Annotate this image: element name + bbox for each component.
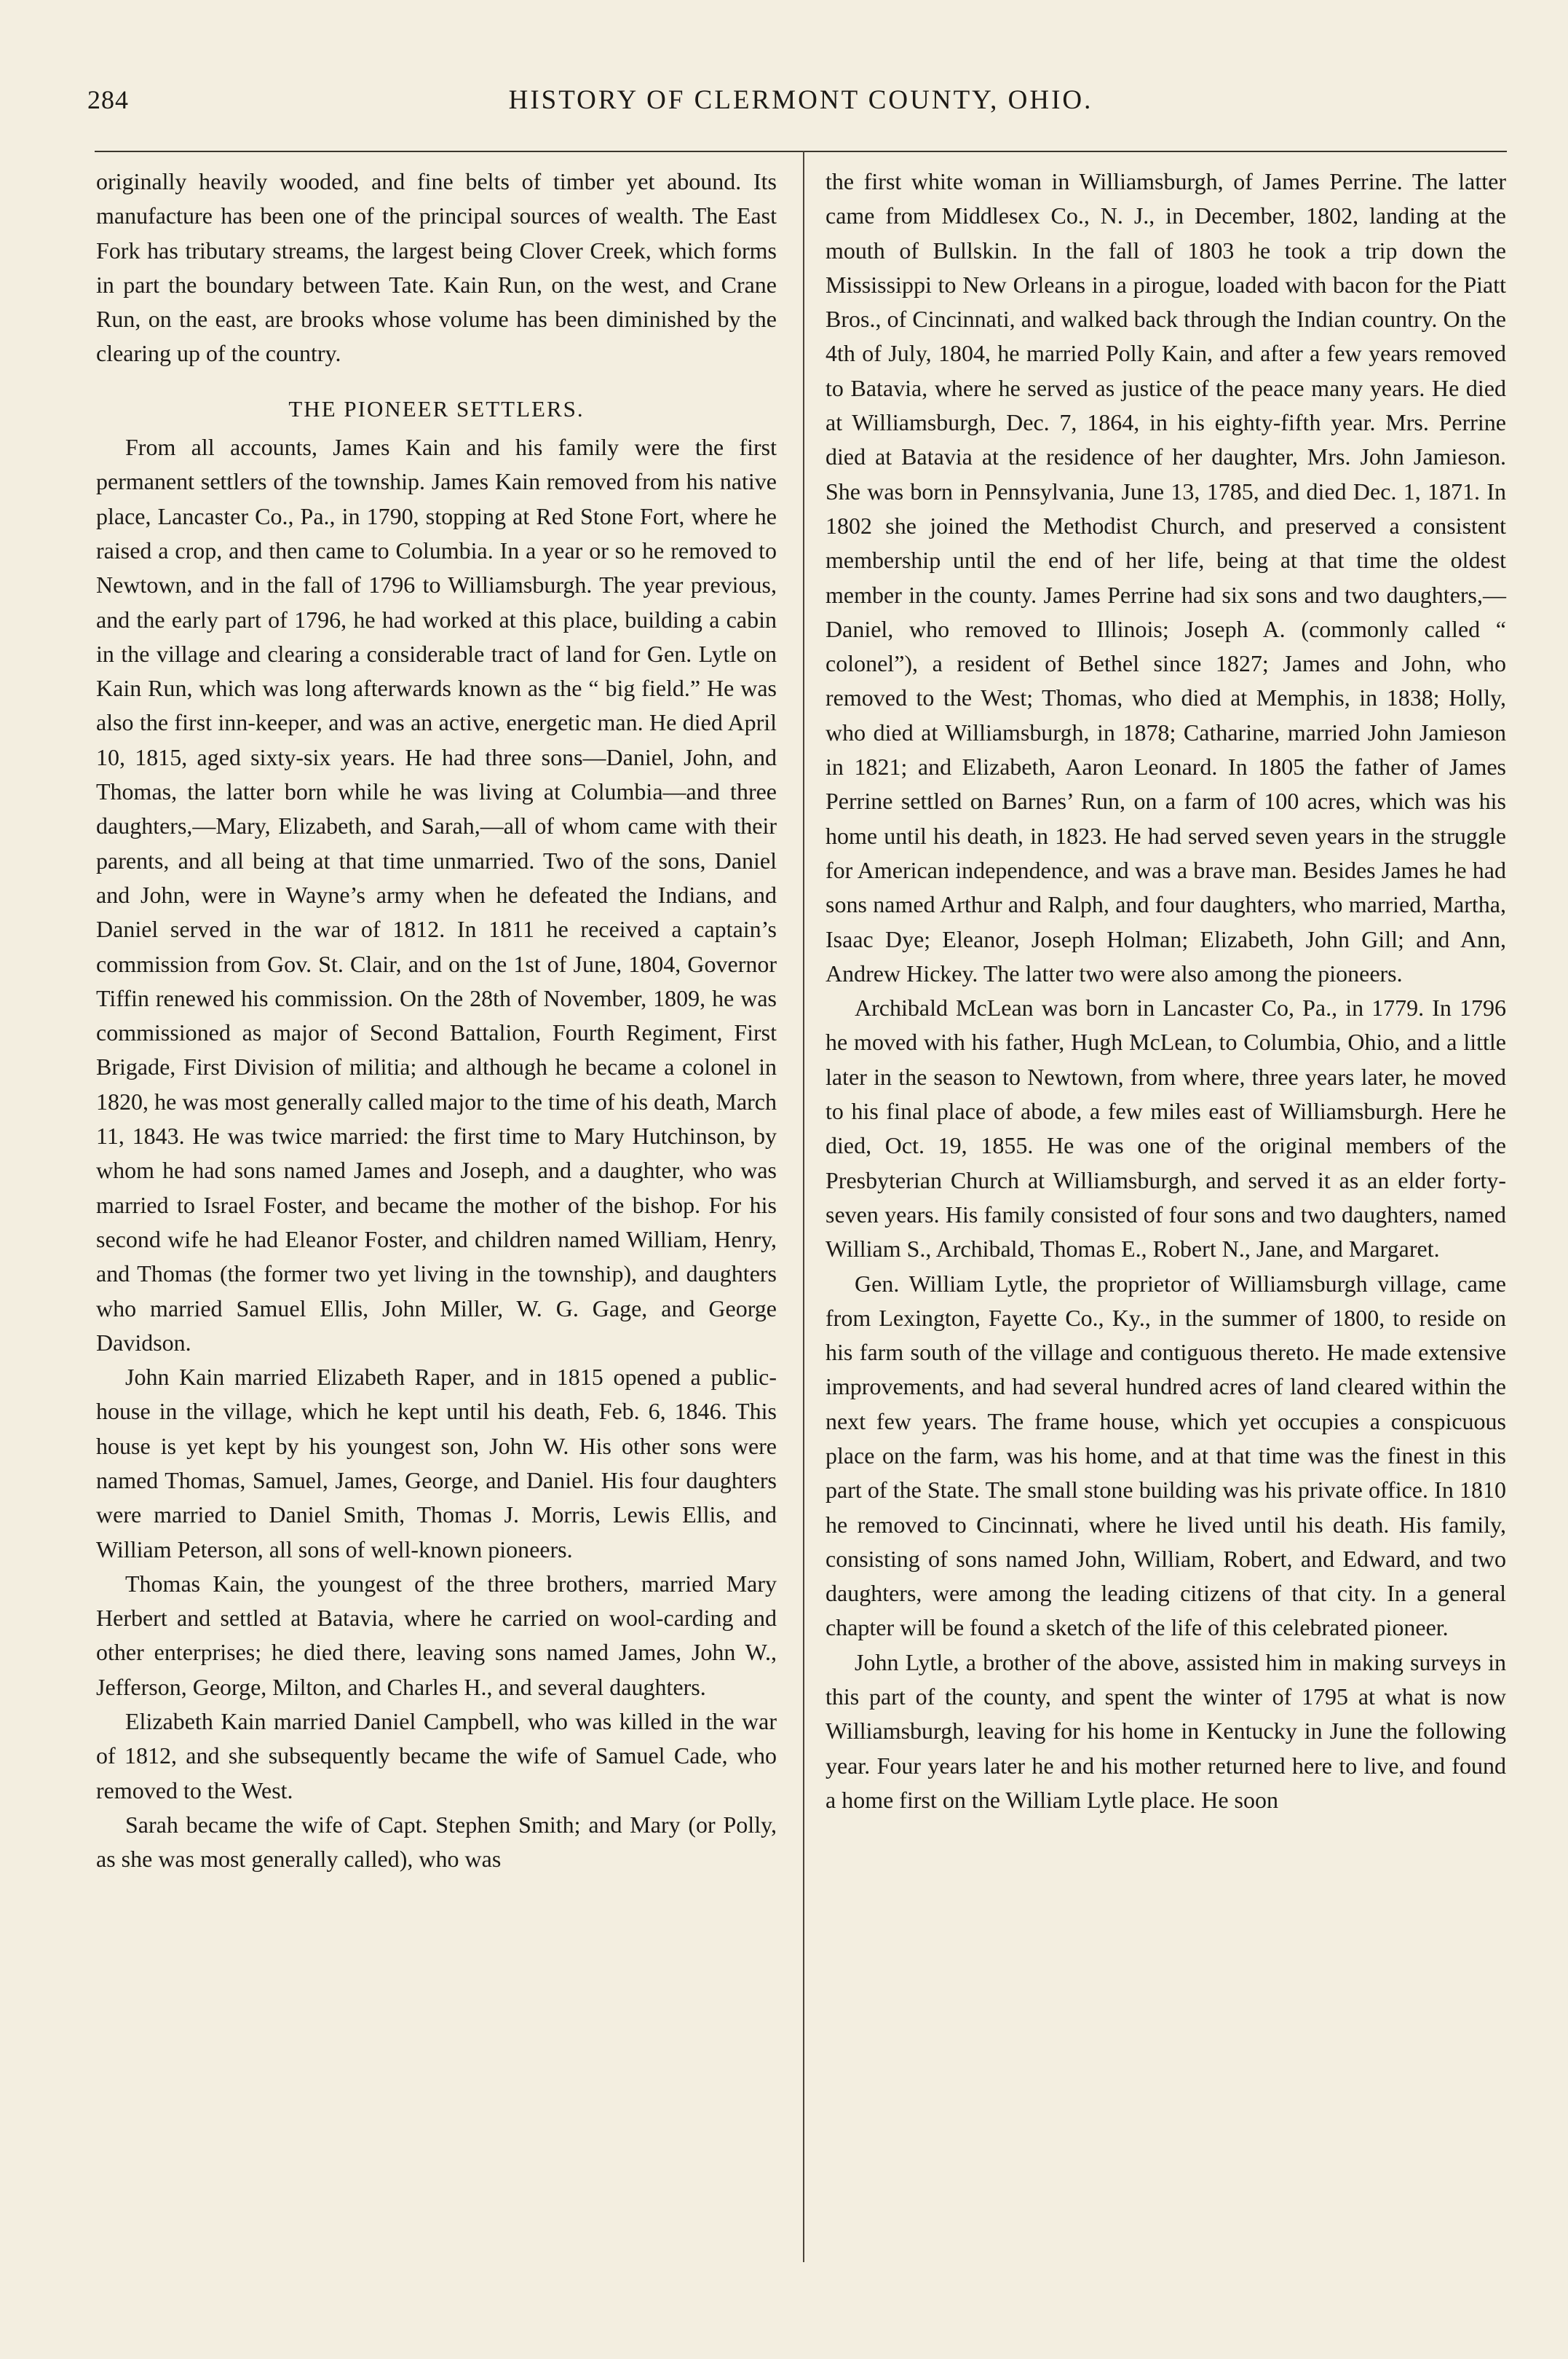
page-number: 284: [87, 85, 129, 114]
header-rule: [95, 151, 1507, 152]
paragraph: Sarah became the wife of Capt. Stephen Smith; and Mary (or Polly, as she was most generally called), who was: [96, 1811, 777, 1873]
right-column: [825, 165, 1506, 1817]
paragraph: Gen. William Lytle, the proprietor of Williamsburgh village, came from Lexington, Fayette Co., Ky., in the summer of 1800, to reside on his farm south of the village and contiguous thereto. He made extensive improvements, and had several hundred acres of land cleared within the next few years. The frame house, which yet occupies a conspicuous place on the farm, was his home, and at that time was the finest in this part of the State. The small stone building was his private office. In 1810 he removed to Cincinnati, where he lived until his death. His family, consisting of sons named John, William, Robert, and Edward, and two daughters, were among the leading citizens of that city. In a general chapter will be found a sketch of the life of this celebrated pioneer.: [825, 1270, 1506, 1641]
page-header: [87, 84, 1514, 128]
left-column: [96, 165, 777, 1877]
section-heading: THE PIONEER SETTLERS.: [288, 395, 585, 422]
paragraph: Thomas Kain, the youngest of the three brothers, married Mary Herbert and settled at Batavia, where he carried on wool-carding and other enterprises; he died there, leaving sons named James, John W., Jefferson, George, Milton, and Charles H., and several daughters.: [96, 1570, 777, 1700]
paragraph: Archibald McLean was born in Lancaster Co, Pa., in 1779. In 1796 he moved with his father, Hugh McLean, to Columbia, Ohio, and a little later in the season to Newtown, from where, three years later, he moved to his final place of abode, a few miles east of Williamsburgh. Here he died, Oct. 19, 1855. He was one of the original members of the Presbyterian Church at Williamsburgh, and served it as an elder forty-seven years. His family consisted of four sons and two daughters, named William S., Archibald, Thomas E., Robert N., Jane, and Margaret.: [825, 995, 1506, 1263]
paragraph: John Kain married Elizabeth Raper, and in 1815 opened a public-house in the village, which he kept until his death, Feb. 6, 1846. This house is yet kept by his youngest son, John W. His other sons were named Thomas, Samuel, James, George, and Daniel. His four daughters were married to Daniel Smith, Thomas J. Morris, Lewis Ellis, and William Peterson, all sons of well-known pioneers.: [96, 1364, 777, 1562]
running-title: HISTORY OF CLERMONT COUNTY, OHIO.: [508, 85, 1093, 115]
column-divider: [803, 151, 804, 2262]
paragraph: originally heavily wooded, and fine belts of timber yet abound. Its manufacture has been one of the principal sources of wealth. The East Fork has tributary streams, the largest being Clover Creek, which forms in part the boundary between Tate. Kain Run, on the west, and Crane Run, on the east, are brooks whose volume has been diminished by the clearing up of the country.: [96, 168, 777, 367]
paragraph: the first white woman in Williamsburgh, of James Perrine. The latter came from Middlesex Co., N. J., in December, 1802, landing at the mouth of Bullskin. In the fall of 1803 he took a trip down the Mississippi to New Orleans in a pirogue, loaded with bacon for the Piatt Bros., of Cincinnati, and walked back through the Indian country. On the 4th of July, 1804, he married Polly Kain, and after a few years removed to Batavia, where he served as justice of the peace many years. He died at Williamsburgh, Dec. 7, 1864, in his eighty-fifth year. Mrs. Perrine died at Batavia at the residence of her daughter, Mrs. John Jamieson. She was born in Pennsylvania, June 13, 1785, and died Dec. 1, 1871. In 1802 she joined the Methodist Church, and preserved a consistent membership until the end of her life, being at that time the oldest member in the county. James Perrine had six sons and two daughters,—Daniel, who removed to Illinois; Joseph A. (commonly called “ colonel”), a resident of Bethel since 1827; James and John, who removed to the West; Thomas, who died at Memphis, in 1838; Holly, who died at Williamsburgh, in 1878; Catharine, married John Jamieson in 1821; and Elizabeth, Aaron Leonard. In 1805 the father of James Perrine settled on Barnes’ Run, on a farm of 100 acres, which was his home until his death, in 1823. He had served seven years in the struggle for American independence, and was a brave man. Besides James he had sons named Arthur and Ralph, and four daughters, who married, Martha, Isaac Dye; Eleanor, Joseph Holman; Elizabeth, John Gill; and Ann, Andrew Hickey. The latter two were also among the pioneers.: [825, 168, 1506, 987]
paragraph: Elizabeth Kain married Daniel Campbell, who was killed in the war of 1812, and she subsequently became the wife of Samuel Cade, who removed to the West.: [96, 1708, 777, 1803]
paragraph: From all accounts, James Kain and his family were the first permanent settlers of the township. James Kain removed from his native place, Lancaster Co., Pa., in 1790, stopping at Red Stone Fort, where he raised a crop, and then came to Columbia. In a year or so he removed to Newtown, and in the fall of 1796 to Williamsburgh. The year previous, and the early part of 1796, he had worked at this place, building a cabin in the village and clearing a considerable tract of land for Gen. Lytle on Kain Run, which was long afterwards known as the “ big field.” He was also the first inn-keeper, and was an active, energetic man. He died April 10, 1815, aged sixty-six years. He had three sons—Daniel, John, and Thomas, the latter born while he was living at Columbia—and three daughters,—Mary, Elizabeth, and Sarah,—all of whom came with their parents, and all being at that time unmarried. Two of the sons, Daniel and John, were in Wayne’s army when he defeated the Indians, and Daniel served in the war of 1812. In 1811 he received a captain’s commission from Gov. St. Clair, and on the 1st of June, 1804, Governor Tiffin renewed his commission. On the 28th of November, 1809, he was commissioned as major of Second Battalion, Fourth Regiment, First Brigade, First Division of militia; and although he became a colonel in 1820, he was most generally called major to the time of his death, March 11, 1843. He was twice married: the first time to Mary Hutchinson, by whom he had sons named James and Joseph, and a daughter, who was married to Israel Foster, and became the mother of the bishop. For his second wife he had Eleanor Foster, and children named William, Henry, and Thomas (the former two yet living in the township), and daughters who married Samuel Ellis, John Miller, W. G. Gage, and George Davidson.: [96, 434, 777, 1356]
paragraph: John Lytle, a brother of the above, assisted him in making surveys in this part of the county, and spent the winter of 1795 at what is now Williamsburgh, leaving for his home in Kentucky in June the following year. Four years later he and his mother returned here to live, and found a home first on the William Lytle place. He soon: [825, 1648, 1506, 1813]
